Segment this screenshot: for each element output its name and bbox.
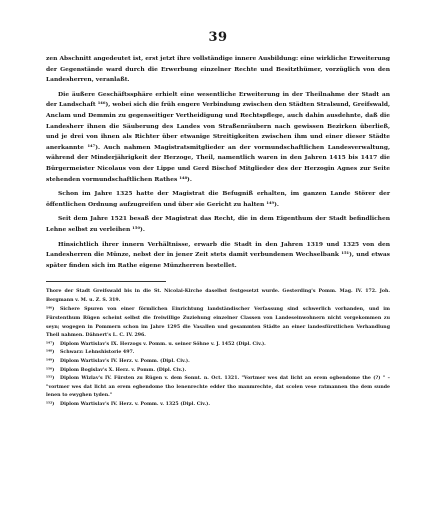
paragraph: Die äußere Geschäftssphäre erhielt eine wesentliche Erweiterung in der Theilnahme der Stadt an der Landschaft ¹⁴⁶), wobei sich die früh engere Verbindung zwischen den Städten Stralsund, Greifswald, Anclam und Demmin zu gegenseitiger Vertheidigung und Rechtspflege, auch dahin ausdehnte, daß die Landesherr ihnen die Säuberung des Landes von Straßenräubern nach gewissen Bezirken überließ, und je drei von ihnen als Richter über etwanige Streitigkeiten zwischen ihm und einer dieser Städte anerkannte ¹⁴⁷). Auch nahmen Magistratsmitglieder an der vormundschaftlichen Landesverwaltung, während der Minderjährigkeit der Herzoge, Theil, namentlich waren in den Jahren 1415 bis 1417 die Bürgermeister Nicolaus von der Lippe und Gerd Bischof Mitglieder des der Herzogin Agnes zur Seite stehenden vormundschaftlichen Rathes ¹⁴⁸). [46, 90, 390, 183]
footnote [46, 349, 390, 358]
paragraph: Seit dem Jahre 1521 besaß der Magistrat das Recht, die in dem Eigenthum der Stadt befindlichen Lehne selbst zu verleihen ¹⁵⁰). [46, 215, 390, 233]
footnote-continuation [46, 288, 390, 305]
footnote-text: Diplom Wartislav's IV. Herz. v. Pomm. (Dipl. Civ.). [60, 359, 190, 365]
footnote-mark: ¹⁵²) [46, 402, 55, 407]
footnote-text: Diplom Wartislav's IX. Herzogs v. Pomm. u. seiner Söhne v. J. 1452 (Dipl. Civ.). [60, 341, 266, 347]
footnote [46, 341, 390, 350]
footnote-text: Diplom Wizlav's IV. Fürsten zu Rügen v. dem Sonnt. n. Oct. 1321. "Vortmer wes dat licht an erem ogbendome the (?) " – "vortmer wes dat licht an erem egbendome tho lenenrechte edder tho manmrechte, dat scolen vese ratmannen tho dem sunde lenen to ewyghen tyden." [46, 376, 390, 399]
paragraph: Hinsichtlich ihrer innern Verhältnisse, erwarb die Stadt in den Jahren 1319 und 1325 von den Landesherren die Münze, nebst der in jener Zeit stets damit verbundenen Wechselbank ¹⁵¹), und etwas später finden sich im Rathe eigene Münzherren bestellet. [46, 240, 390, 269]
footnote [46, 375, 390, 401]
footnote [46, 306, 390, 340]
paragraph: zen Abschnitt angedeutet ist, erst jetzt ihre vollständige innere Ausbildung: eine wirkliche Erweiterung der Gegenstände ward durch die Erwerbung einzelner Rechte und Besitzthümer, vorzüglich von den Landesherren, veranlaßt. [46, 55, 390, 84]
paragraph: Schon im Jahre 1325 hatte der Magistrat die Befugniß erhalten, im ganzen Lande Störer der öffentlichen Ordnung aufzugreifen und über sie Gericht zu halten ¹⁴⁹). [46, 190, 390, 208]
footnote-mark: ¹⁴⁸) [46, 350, 55, 356]
footnote-mark: ¹⁴⁹) [46, 359, 55, 365]
footnote-text: Sichere Spuren von einer förmlichen Einrichtung landständischer Verfassung sind schwerlich vorhanden, und im Fürstenthum Rügen scheint selbst die freiwillige Zuziehung einzelner Classen von Landeseinwohnern nicht vorgekommen zu seyn; wogegen in Pommern schon im Jahre 1295 die Vasallen und gesammten Städte an einer landesfürstlichen Verhandlung Theil nahmen. Dähnert's L. C. IV. 296. [46, 307, 390, 339]
footnote-mark: ¹⁵⁰) [46, 367, 55, 373]
footnote-text: Thore der Stadt Greifswald bis in die St. Nicolai-Kirche daselbst festgesetzt wurde. Gesterding's Pomm. Mag. IV. 172. Joh. Bergmann v. M. u. Z. S. 319. [46, 289, 390, 303]
footnote-mark: ¹⁴⁶) [46, 307, 55, 313]
footnote [46, 367, 390, 376]
footnotes [46, 288, 390, 409]
footnote-text: Diplom Bogislav's X. Herz. v. Pomm. (Dipl. Civ.). [60, 367, 187, 373]
footnote-mark: ¹⁵¹) [46, 376, 55, 382]
footnote-divider [46, 281, 166, 282]
page-number: 39 [208, 30, 228, 45]
footnote-text: Diplom Wartislav's IV. Herz. v. Pomm. v. 1325 (Dipl. Civ.). [60, 402, 210, 407]
footnote-text: Schwarz: Lehnshistorie 497. [60, 350, 135, 356]
footnote [46, 401, 390, 410]
footnote-mark: ¹⁴⁷) [46, 341, 55, 347]
footnote [46, 358, 390, 367]
main-text [46, 54, 390, 271]
